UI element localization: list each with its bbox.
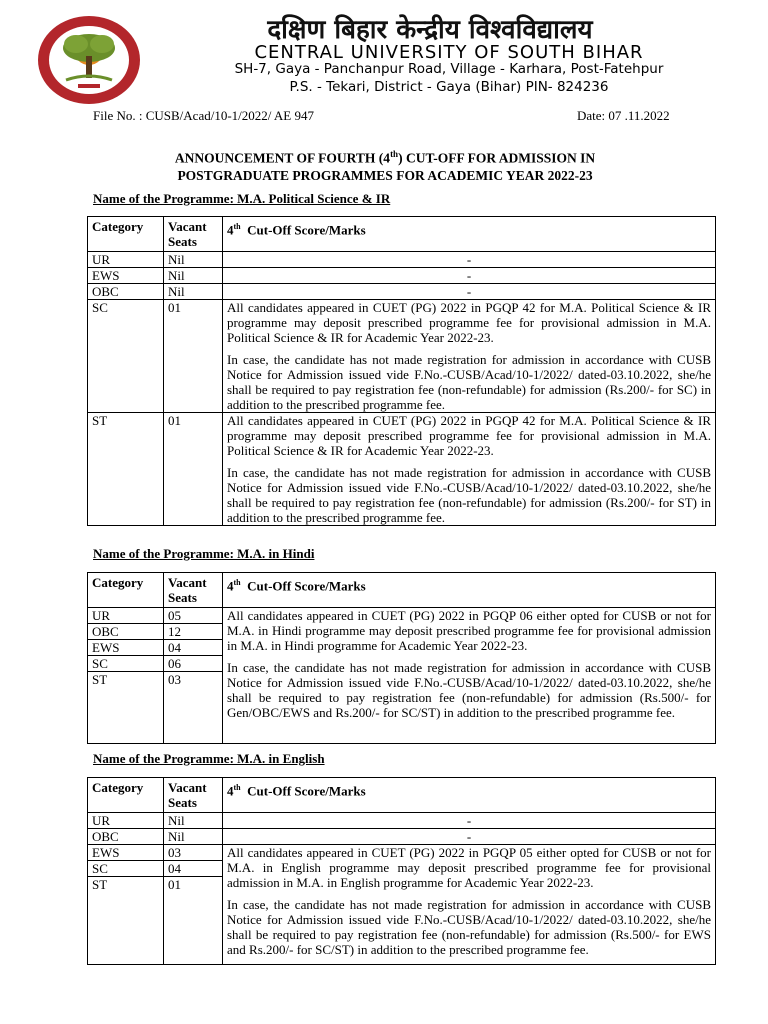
programme-title-hindi: Name of the Programme: M.A. in Hindi xyxy=(93,546,315,561)
header-category: Category xyxy=(88,778,164,813)
header-vacant-seats: Vacant Seats xyxy=(164,573,223,608)
cutoff-table-english xyxy=(87,777,716,965)
university-name-hindi: दक्षिण बिहार केन्द्रीय विश्वविद्यालय xyxy=(267,15,593,45)
header-vacant-seats: Vacant Seats xyxy=(164,217,223,252)
announcement-line1-b: ) CUT-OFF FOR ADMISSION IN xyxy=(398,150,596,166)
file-number: File No. : CUSB/Acad/10-1/2022/ AE 947 xyxy=(93,108,314,123)
announcement-title xyxy=(93,146,677,184)
table-row: SC 01 All candidates appeared in CUET (PG) 2022 in PGQP 42 for M.A. Political Science & IR programme may deposit prescribed programme fee for provisional admission in M.A. Political Science & IR for Academic Year 2022-23. In case, the candidate has not made registration for admission in accordance with CUSB Notice for Admission issued vide F.No.-CUSB/Acad/10-1/2022/ dated-03.10.2022, she/he shall be required to pay registration fee (non-refundable) for admission (Rs.200/- for SC) in addition to the prescribed programme fee. xyxy=(88,300,716,413)
address-line-1: SH-7, Gaya - Panchanpur Road, Village - Karhara, Post-Fatehpur xyxy=(234,61,664,77)
header-category: Category xyxy=(88,217,164,252)
programme-title-political-science: Name of the Programme: M.A. Political Science & IR xyxy=(93,191,391,206)
announcement-line2: POSTGRADUATE PROGRAMMES FOR ACADEMIC YEAR 2022-23 xyxy=(177,167,593,183)
cutoff-table-hindi xyxy=(87,572,716,744)
table-row: ST 03 xyxy=(88,672,716,744)
header-cutoff: 4th Cut-Off Score/Marks xyxy=(223,778,716,813)
cutoff-table-political-science xyxy=(87,216,716,526)
university-seal-tree-icon xyxy=(36,14,142,106)
header-category: Category xyxy=(88,573,164,608)
header-vacant-seats: Vacant Seats xyxy=(164,778,223,813)
table-row: OBC 12 xyxy=(88,624,716,640)
programme-title-english: Name of the Programme: M.A. in English xyxy=(93,751,325,766)
table-row: EWS 03 All candidates appeared in CUET (PG) 2022 in PGQP 05 either opted for CUSB or not for M.A. in English programme may deposit prescribed programme fee for provisional admission in M.A. in English programme for Academic Year 2022-23. In case, the candidate has not made registration for admission in accordance with CUSB Notice for Admission issued vide F.No.-CUSB/Acad/10-1/2022/ dated-03.10.2022, she/he shall be required to pay registration fee (non-refundable) for admission (Rs.500/- for EWS and Rs.200/- for SC/ST) in addition to the prescribed programme fee. xyxy=(88,845,716,861)
header-cutoff: 4th Cut-Off Score/Marks xyxy=(223,217,716,252)
cutoff-text: All candidates appeared in CUET (PG) 2022 in PGQP 06 either opted for CUSB or not for M.A. in Hindi programme may deposit prescribed programme fee for provisional admission in M.A. in Hindi programme for Academic Year 2022-23. In case, the candidate has not made registration for admission in accordance with CUSB Notice for Admission issued vide F.No.-CUSB/Acad/10-1/2022/ dated-03.10.2022, she/he shall be required to pay registration fee (non-refundable) for admission (Rs.500/- for Gen/OBC/EWS and Rs.200/- for SC/ST) in addition to the prescribed programme fee. xyxy=(223,608,716,744)
document-date: Date: 07 .11.2022 xyxy=(577,108,670,123)
table-row: EWS Nil - xyxy=(88,268,716,284)
table-row: UR Nil - xyxy=(88,252,716,268)
table-header-row xyxy=(88,217,716,252)
header-cutoff: 4th Cut-Off Score/Marks xyxy=(223,573,716,608)
letterhead xyxy=(0,0,768,100)
cutoff-text: All candidates appeared in CUET (PG) 2022 in PGQP 42 for M.A. Political Science & IR programme may deposit prescribed programme fee for provisional admission in M.A. Political Science & IR for Academic Year 2022-23. In case, the candidate has not made registration for admission in accordance with CUSB Notice for Admission issued vide F.No.-CUSB/Acad/10-1/2022/ dated-03.10.2022, she/he shall be required to pay registration fee (non-refundable) for admission (Rs.200/- for SC) in addition to the prescribed programme fee. xyxy=(223,300,716,413)
announcement-line1-a: ANNOUNCEMENT OF FOURTH (4 xyxy=(174,150,391,166)
announcement-sup: th xyxy=(390,149,399,159)
table-row: EWS 04 xyxy=(88,640,716,656)
table-header-row xyxy=(88,573,716,608)
table-header-row xyxy=(88,778,716,813)
cutoff-text: All candidates appeared in CUET (PG) 2022 in PGQP 05 either opted for CUSB or not for M.A. in English programme may deposit prescribed programme fee for provisional admission in M.A. in English programme for Academic Year 2022-23. In case, the candidate has not made registration for admission in accordance with CUSB Notice for Admission issued vide F.No.-CUSB/Acad/10-1/2022/ dated-03.10.2022, she/he shall be required to pay registration fee (non-refundable) for admission (Rs.500/- for EWS and Rs.200/- for SC/ST) in addition to the prescribed programme fee. xyxy=(223,845,716,965)
table-row: ST 01 xyxy=(88,877,716,965)
table-row: SC 06 xyxy=(88,656,716,672)
address-line-2: P.S. - Tekari, District - Gaya (Bihar) PIN- 824236 xyxy=(289,79,609,95)
table-row: OBC Nil - xyxy=(88,284,716,300)
table-row: OBC Nil - xyxy=(88,829,716,845)
table-row: ST 01 All candidates appeared in CUET (PG) 2022 in PGQP 42 for M.A. Political Science & IR programme may deposit prescribed programme fee for provisional admission in M.A. Political Science & IR for Academic Year 2022-23. In case, the candidate has not made registration for admission in accordance with CUSB Notice for Admission issued vide F.No.-CUSB/Acad/10-1/2022/ dated-03.10.2022, she/he shall be required to pay registration fee (non-refundable) for admission (Rs.200/- for ST) in addition to the prescribed programme fee. xyxy=(88,413,716,526)
cutoff-text: All candidates appeared in CUET (PG) 2022 in PGQP 42 for M.A. Political Science & IR programme may deposit prescribed programme fee for provisional admission in M.A. Political Science & IR for Academic Year 2022-23. In case, the candidate has not made registration for admission in accordance with CUSB Notice for Admission issued vide F.No.-CUSB/Acad/10-1/2022/ dated-03.10.2022, she/he shall be required to pay registration fee (non-refundable) for admission (Rs.200/- for ST) in addition to the prescribed programme fee. xyxy=(223,413,716,526)
table-row: UR Nil - xyxy=(88,813,716,829)
table-row: UR 05 All candidates appeared in CUET (PG) 2022 in PGQP 06 either opted for CUSB or not for M.A. in Hindi programme may deposit prescribed programme fee for provisional admission in M.A. in Hindi programme for Academic Year 2022-23. In case, the candidate has not made registration for admission in accordance with CUSB Notice for Admission issued vide F.No.-CUSB/Acad/10-1/2022/ dated-03.10.2022, she/he shall be required to pay registration fee (non-refundable) for admission (Rs.500/- for Gen/OBC/EWS and Rs.200/- for SC/ST) in addition to the prescribed programme fee. xyxy=(88,608,716,624)
table-row: SC 04 xyxy=(88,861,716,877)
university-name-english: CENTRAL UNIVERSITY OF SOUTH BIHAR xyxy=(254,42,644,63)
